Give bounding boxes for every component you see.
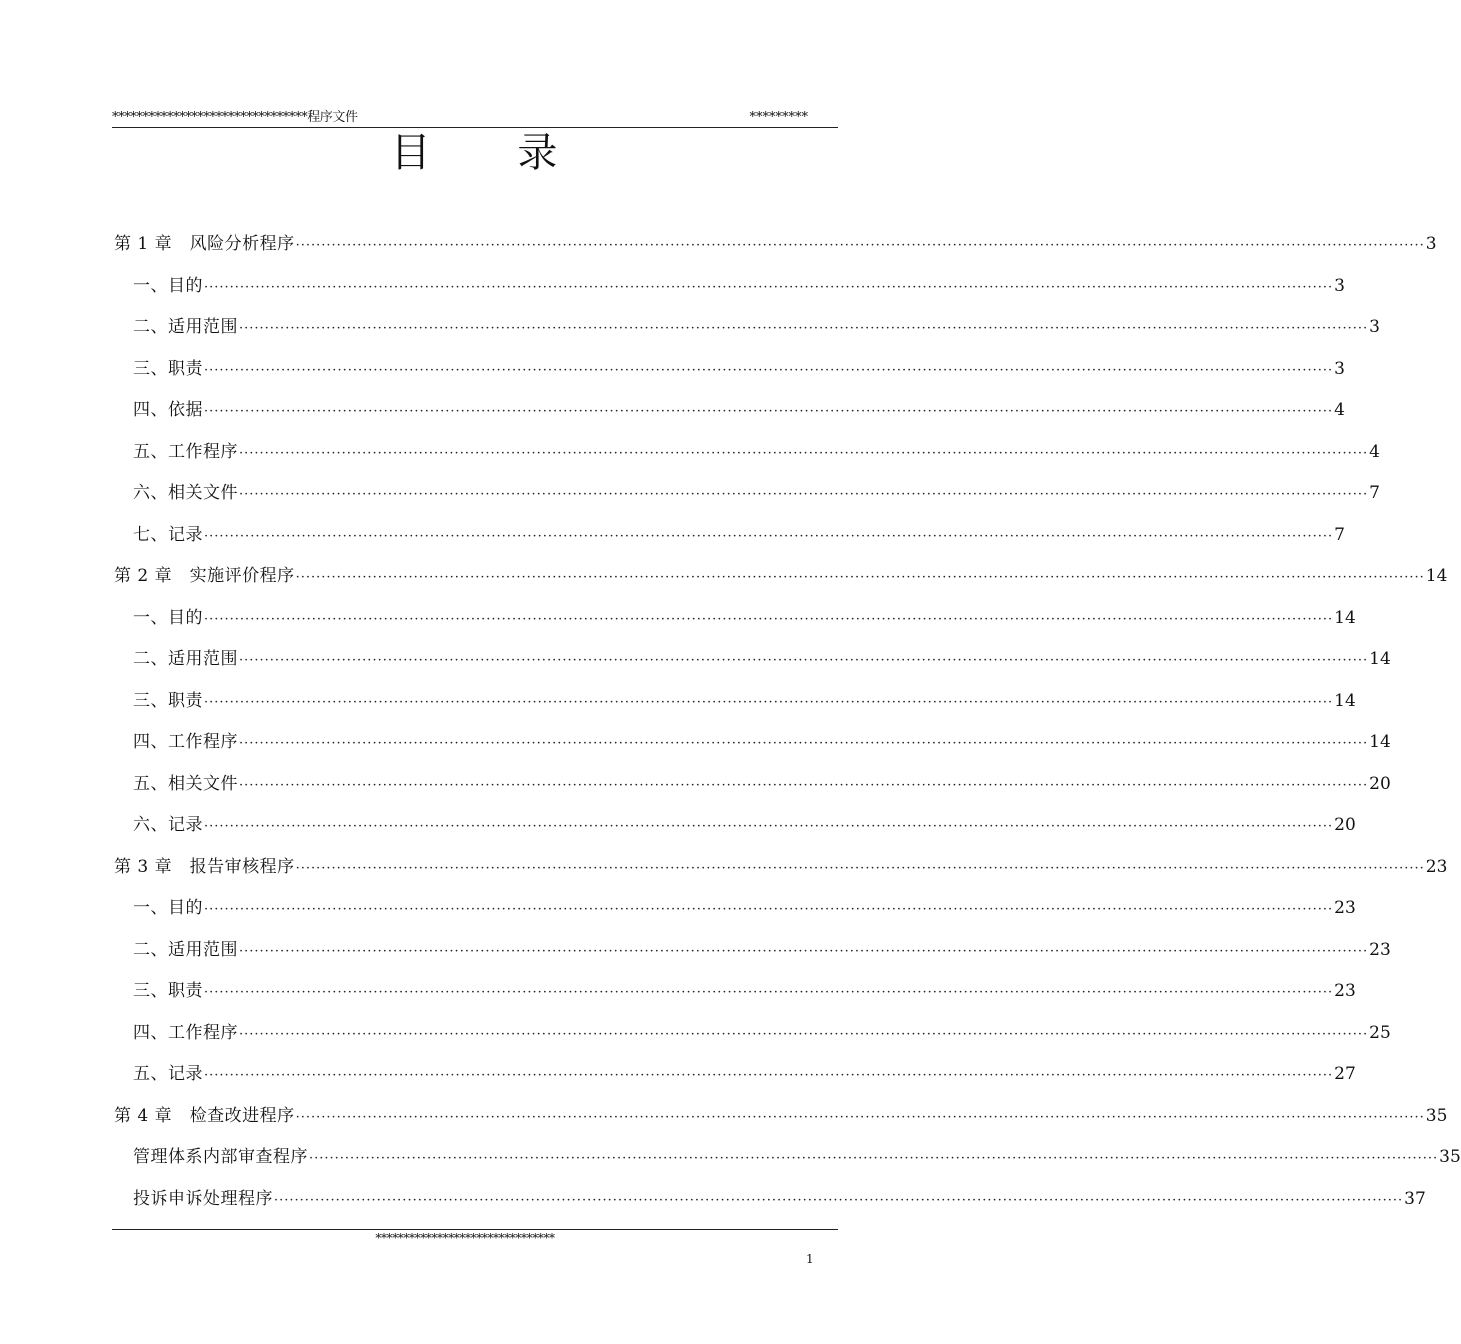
toc-chapter-entry[interactable] [114, 564, 1448, 590]
toc-entry-label: 六、记录 [133, 815, 203, 835]
toc-chapter-entry[interactable] [114, 855, 1448, 881]
toc-entry-page: 20 [1369, 773, 1391, 794]
toc-entry-page: 3 [1425, 234, 1437, 254]
toc-dot-leader: ···························································································································································································································· [204, 362, 1334, 378]
toc-entry-page: 7 [1369, 483, 1380, 503]
toc-entry-page: 23 [1334, 898, 1356, 918]
toc-dot-leader: ···························································································································································································································· [239, 653, 1369, 668]
page-title: 目 录 [390, 130, 560, 176]
toc-dot-leader: ···························································································································································································································· [204, 819, 1334, 834]
toc-entry-page: 27 [1334, 1064, 1356, 1084]
toc-chapter-entry[interactable] [114, 232, 1437, 258]
toc-section-entry[interactable] [133, 481, 1380, 507]
toc-dot-leader: ···························································································································································································································· [309, 1151, 1439, 1166]
toc-entry-page: 35 [1439, 1147, 1461, 1167]
toc-entry-page: 14 [1334, 607, 1356, 628]
toc-entry-page: 14 [1369, 649, 1391, 669]
toc-section-entry[interactable] [133, 689, 1356, 715]
footer-text: ******************************** [375, 1231, 555, 1245]
toc-entry-label: 二、适用范围 [133, 939, 238, 960]
toc-entry-label: 五、记录 [133, 1064, 203, 1084]
toc-entry-label: 六、相关文件 [133, 483, 238, 503]
toc-dot-leader: ···························································································································································································································· [204, 279, 1334, 295]
toc-chapter-entry[interactable] [114, 1104, 1448, 1130]
toc-section-entry[interactable] [133, 1021, 1391, 1047]
toc-section-entry[interactable] [133, 1145, 1461, 1171]
toc-dot-leader: ···························································································································································································································· [239, 736, 1369, 751]
toc-entry-page: 23 [1425, 856, 1448, 877]
header-right-text: ********* [749, 110, 808, 125]
toc-entry-label: 三、职责 [133, 981, 203, 1001]
toc-entry-label: 第 1 章 风险分析程序 [114, 234, 295, 254]
toc-entry-label: 第 3 章 报告审核程序 [114, 856, 295, 877]
toc-section-entry[interactable] [133, 938, 1391, 964]
toc-dot-leader: ···························································································································································································································· [239, 445, 1369, 461]
toc-entry-page: 4 [1369, 441, 1380, 462]
toc-section-entry[interactable] [133, 772, 1391, 798]
toc-entry-label: 一、目的 [133, 898, 203, 918]
toc-entry-label: 第 2 章 实施评价程序 [114, 566, 295, 586]
toc-entry-page: 3 [1369, 317, 1380, 337]
toc-dot-leader: ···························································································································································································································· [204, 902, 1334, 917]
toc-entry-page: 14 [1334, 690, 1356, 711]
toc-entry-label: 四、依据 [133, 400, 203, 420]
toc-entry-label: 一、目的 [133, 275, 203, 296]
toc-section-entry[interactable] [133, 606, 1356, 632]
toc-dot-leader: ···························································································································································································································· [239, 1026, 1369, 1042]
toc-dot-leader: ···························································································································································································································· [204, 694, 1334, 710]
toc-entry-page: 14 [1369, 732, 1391, 752]
toc-dot-leader: ···························································································································································································································· [204, 404, 1334, 419]
toc-entry-label: 二、适用范围 [133, 317, 238, 337]
toc-dot-leader: ···························································································································································································································· [239, 487, 1369, 502]
toc-entry-label: 一、目的 [133, 607, 203, 628]
toc-section-entry[interactable] [133, 357, 1345, 383]
toc-section-entry[interactable] [133, 896, 1356, 922]
header-left-text: ********************************程序文件 [112, 110, 358, 125]
toc-dot-leader: ···························································································································································································································· [204, 528, 1334, 544]
page-number: 1 [806, 1252, 814, 1266]
toc-entry-label: 四、工作程序 [133, 732, 238, 752]
toc-entry-page: 20 [1334, 815, 1356, 835]
toc-entry-label: 管理体系内部审查程序 [133, 1147, 308, 1167]
toc-entry-page: 25 [1369, 1022, 1391, 1043]
toc-dot-leader: ···························································································································································································································· [295, 860, 1425, 876]
toc-entry-page: 35 [1425, 1105, 1448, 1126]
toc-dot-leader: ···························································································································································································································· [239, 321, 1369, 336]
toc-entry-page: 37 [1404, 1188, 1426, 1209]
toc-entry-page: 23 [1334, 981, 1356, 1001]
toc-section-entry[interactable] [133, 315, 1380, 341]
toc-section-entry[interactable] [133, 979, 1356, 1005]
toc-section-entry[interactable] [133, 813, 1356, 839]
toc-section-entry[interactable] [133, 398, 1345, 424]
toc-dot-leader: ···························································································································································································································· [274, 1192, 1404, 1208]
toc-entry-label: 第 4 章 检查改进程序 [114, 1105, 295, 1126]
toc-entry-label: 投诉申诉处理程序 [133, 1188, 273, 1209]
toc-entry-label: 五、工作程序 [133, 441, 238, 462]
toc-section-entry[interactable] [133, 440, 1380, 466]
toc-entry-page: 3 [1334, 358, 1345, 379]
toc-entry-label: 三、职责 [133, 358, 203, 379]
toc-entry-label: 二、适用范围 [133, 649, 238, 669]
toc-dot-leader: ···························································································································································································································· [204, 985, 1334, 1000]
toc-entry-page: 14 [1425, 566, 1448, 586]
toc-entry-page: 23 [1369, 939, 1391, 960]
toc-section-entry[interactable] [133, 274, 1345, 300]
toc-section-entry[interactable] [133, 730, 1391, 756]
toc-section-entry[interactable] [133, 523, 1345, 549]
toc-entry-page: 4 [1334, 400, 1345, 420]
toc-dot-leader: ···························································································································································································································· [295, 1109, 1425, 1125]
toc-entry-page: 3 [1334, 275, 1345, 296]
toc-entry-label: 三、职责 [133, 690, 203, 711]
toc-dot-leader: ···························································································································································································································· [239, 943, 1369, 959]
toc-entry-label: 七、记录 [133, 524, 203, 545]
toc-section-entry[interactable] [133, 647, 1391, 673]
toc-dot-leader: ···························································································································································································································· [204, 611, 1334, 627]
toc-dot-leader: ···························································································································································································································· [295, 238, 1425, 253]
toc-section-entry[interactable] [133, 1187, 1426, 1213]
toc-dot-leader: ···························································································································································································································· [295, 570, 1425, 585]
toc-entry-label: 五、相关文件 [133, 773, 238, 794]
toc-section-entry[interactable] [133, 1062, 1356, 1088]
toc-dot-leader: ···························································································································································································································· [239, 777, 1369, 793]
toc-entry-page: 7 [1334, 524, 1345, 545]
toc-dot-leader: ···························································································································································································································· [204, 1068, 1334, 1083]
toc-entry-label: 四、工作程序 [133, 1022, 238, 1043]
